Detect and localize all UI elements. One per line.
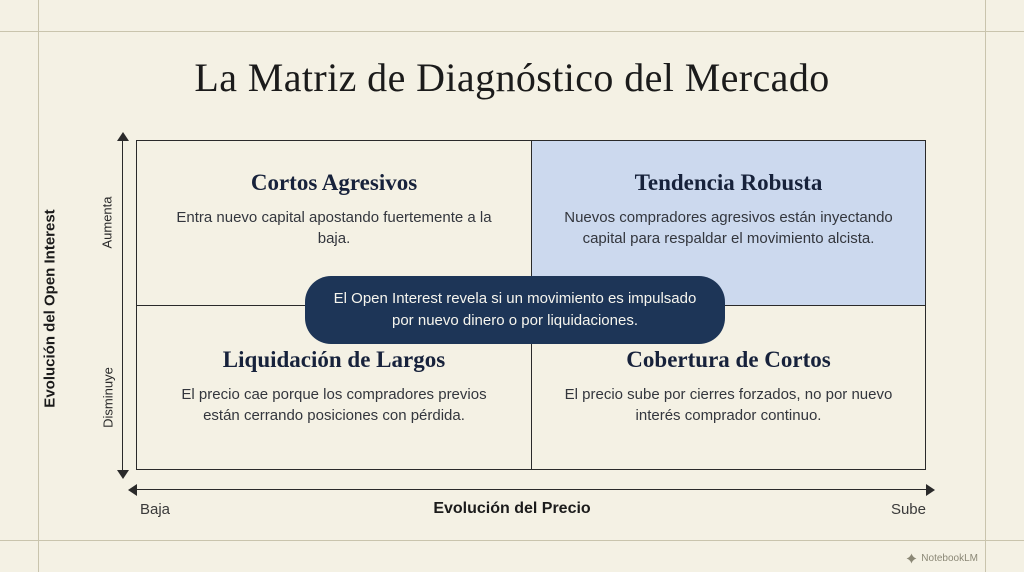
x-axis-line bbox=[136, 489, 926, 490]
y-axis-label: Evolución del Open Interest bbox=[41, 209, 59, 408]
quadrant-description: El precio cae porque los compradores previos están cerrando posiciones con pérdida. bbox=[181, 385, 487, 425]
quadrant-title: Tendencia Robusta bbox=[634, 170, 823, 195]
quadrant-description: Nuevos compradores agresivos están inyectando capital para respaldar el movimiento alcista. bbox=[564, 208, 893, 248]
y-axis-tick-high: Aumenta bbox=[99, 196, 115, 249]
y-axis-line bbox=[122, 140, 123, 470]
page-margin-line-top bbox=[0, 31, 1024, 32]
notebooklm-watermark bbox=[906, 553, 978, 564]
quadrant-title: Liquidación de Largos bbox=[222, 347, 446, 372]
y-axis-arrow-up-icon bbox=[117, 132, 129, 141]
x-axis-label: Evolución del Precio bbox=[433, 500, 591, 517]
notebooklm-label: NotebookLM bbox=[921, 553, 978, 564]
quadrant-description: Entra nuevo capital apostando fuertemente a la baja. bbox=[176, 208, 492, 248]
center-callout-pill: El Open Interest revela si un movimiento es impulsado por nuevo dinero o por liquidaciones. bbox=[305, 276, 725, 344]
quadrant-description: El precio sube por cierres forzados, no por nuevo interés comprador continuo. bbox=[564, 385, 893, 425]
quadrant-title: Cortos Agresivos bbox=[250, 170, 418, 195]
quadrant-title: Cobertura de Cortos bbox=[626, 347, 831, 372]
notebooklm-logo-icon bbox=[906, 553, 917, 564]
x-axis-arrow-left-icon bbox=[128, 484, 137, 496]
page-margin-line-bottom bbox=[0, 540, 1024, 541]
x-axis-arrow-right-icon bbox=[926, 484, 935, 496]
x-axis-tick-high: Sube bbox=[890, 501, 926, 518]
x-axis-tick-low: Baja bbox=[140, 501, 171, 518]
page-title: La Matriz de Diagnóstico del Mercado bbox=[194, 55, 830, 100]
y-axis-tick-low: Disminuye bbox=[100, 367, 116, 428]
y-axis-arrow-down-icon bbox=[117, 470, 129, 479]
